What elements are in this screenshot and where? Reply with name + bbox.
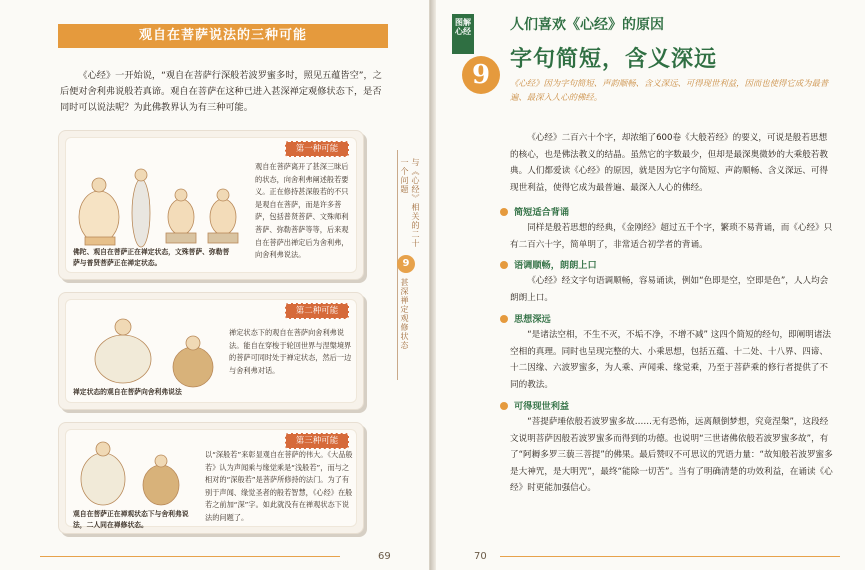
chapter-title: 字句简短，含义深远 [510, 46, 718, 72]
bullet-icon [500, 315, 508, 323]
section-heading-1: 简短适合背诵 [500, 204, 569, 218]
chapter-number-badge: 9 [462, 56, 500, 94]
chapter-summary: 《心经》因为字句简短、声韵顺畅、含义深远、可得现世利益，因而也使得它成为最普遍、最深入人心的佛经。 [510, 78, 829, 102]
teaching-illustration [69, 431, 189, 509]
possibility-card-2 [58, 292, 364, 410]
section-heading-3: 思想深远 [500, 311, 551, 325]
section-body-2: 《心经》经文字句语调顺畅，容易诵读，例如“色即是空，空即是色”，人人均会朗朗上口。 [510, 276, 829, 303]
left-page-number: 69 [378, 551, 391, 562]
margin-text-top: 与《心经》相关的二十一个问题 [400, 158, 420, 248]
right-footer-rule [500, 556, 840, 557]
possibility-caption-2: 禅定状态的观自在菩萨向舍利弗说法 [73, 388, 182, 396]
section-body-4: “菩提萨埵依般若波罗蜜多故……无有恐怖，远离颠倒梦想，究竟涅槃”，这段经文说明菩萨因般若波罗蜜多而得到的功德。也说明“三世诸佛依般若波罗蜜多故”，有了“阿耨多罗三藐三菩提”的佛果。最后赞叹不可思议的咒语力量：“故知般若波罗蜜多是大神咒，是大明咒”，最终“能除一切苦”。当有了明确清楚的功效利益，在诵读《心经》时更能加强信心。 [510, 417, 833, 493]
left-page-title: 观自在菩萨说法的三种可能 [58, 24, 388, 48]
possibility-card-1 [58, 130, 364, 280]
right-page-number: 70 [474, 551, 487, 562]
bodhisattva-group-illustration [71, 147, 251, 255]
possibility-caption-3: 观自在菩萨正在禅观状态下与舍利弗说法，二人同在禅修状态。 [73, 510, 189, 529]
section-body-1: 同样是般若思想的经典，《金刚经》超过五千个字，繁琐不易背诵，而《心经》只有二百六十字，简单明了，非常适合初学者的背诵。 [510, 223, 833, 250]
margin-chapter-badge: 9 [397, 255, 415, 273]
bullet-icon [500, 261, 508, 269]
section-kicker: 图解心经 [452, 14, 474, 54]
section-heading-4: 可得现世利益 [500, 398, 569, 412]
possibility-caption-1: 佛陀、观自在菩萨正在禅定状态，文殊菩萨、弥勒菩萨与普贤菩萨正在禅定状态。 [73, 248, 230, 267]
possibility-tag-3: 第三种可能 [285, 433, 349, 449]
meditation-dialogue-illustration [73, 303, 223, 393]
chapter-intro: 《心经》二百六十个字，却浓缩了600卷《大般若经》的要义，可说是般若思想的核心，也是佛法教义的结晶。虽然它的字数最少，但却是最深奥微妙的大乘般若教典。人们都爱读《心经》的原因，就是因为它字句简短、声韵顺畅、含义深远、可得现世利益，使得它成为最普遍、最深入人心的佛经。 [510, 133, 828, 193]
bullet-icon [500, 208, 508, 216]
margin-text-bottom: 甚深禅定观修状态 [400, 278, 409, 350]
left-intro: 《心经》一开始说，“观自在菩萨行深般若波罗蜜多时，照见五蕴皆空”，之后便对舍利弗说般若真谛。观自在菩萨在这种已进入甚深禅定观修状态下，是否同时可以说法呢？为此佛教界认为有三种可能。 [60, 70, 382, 113]
possibility-text-3: 以“深般若”来彰显观自在菩萨的伟大。《大品般若》认为声闻乘与缘觉乘是“浅般若”，而与之相对的“深般若”是菩萨所修持的法门。为了有别于声闻、缘觉圣者的般若智慧，《心经》在般若之前加“深”字。如此就没有在禅观状态下说法的问题了。 [205, 450, 353, 522]
left-page [0, 0, 430, 570]
possibility-text-1: 观自在菩萨离开了甚深三昧后的状态，向舍利弗阐述般若要义。正在修持甚深般若的不只是观自在菩萨，而是许多菩萨，包括普贤菩萨、文殊师利菩萨、弥勒菩萨等等，后来观自在菩萨出禅定后为舍利弗，向舍利弗说法。 [255, 162, 349, 260]
section-heading-2: 语调顺畅，朗朗上口 [500, 257, 597, 271]
possibility-card-3 [58, 422, 364, 534]
left-footer-rule [40, 556, 340, 557]
possibility-tag-1: 第一种可能 [285, 141, 349, 157]
section-body-3: “是诸法空相，不生不灭，不垢不净，不增不减” 这四个简短的经句，即阐明诸法空相的真理。同时也呈现完整的大、小乘思想，包括五蕴、十二处、十八界、四谛、十二因缘、六波罗蜜多，为人乘、声闻乘、缘觉乘，乃至于菩萨乘的修行者提供了不同的教法。 [510, 330, 832, 390]
possibility-text-2: 禅定状态下的观自在菩萨向舍利弗说法。能自在穿梭于轮回世界与涅槃境界的菩萨可同时处于禅定状态，然后一边与舍利弗对话。 [229, 328, 352, 375]
possibility-tag-2: 第二种可能 [285, 303, 349, 319]
chapter-supertitle: 人们喜欢《心经》的原因 [510, 17, 664, 33]
bullet-icon [500, 402, 508, 410]
